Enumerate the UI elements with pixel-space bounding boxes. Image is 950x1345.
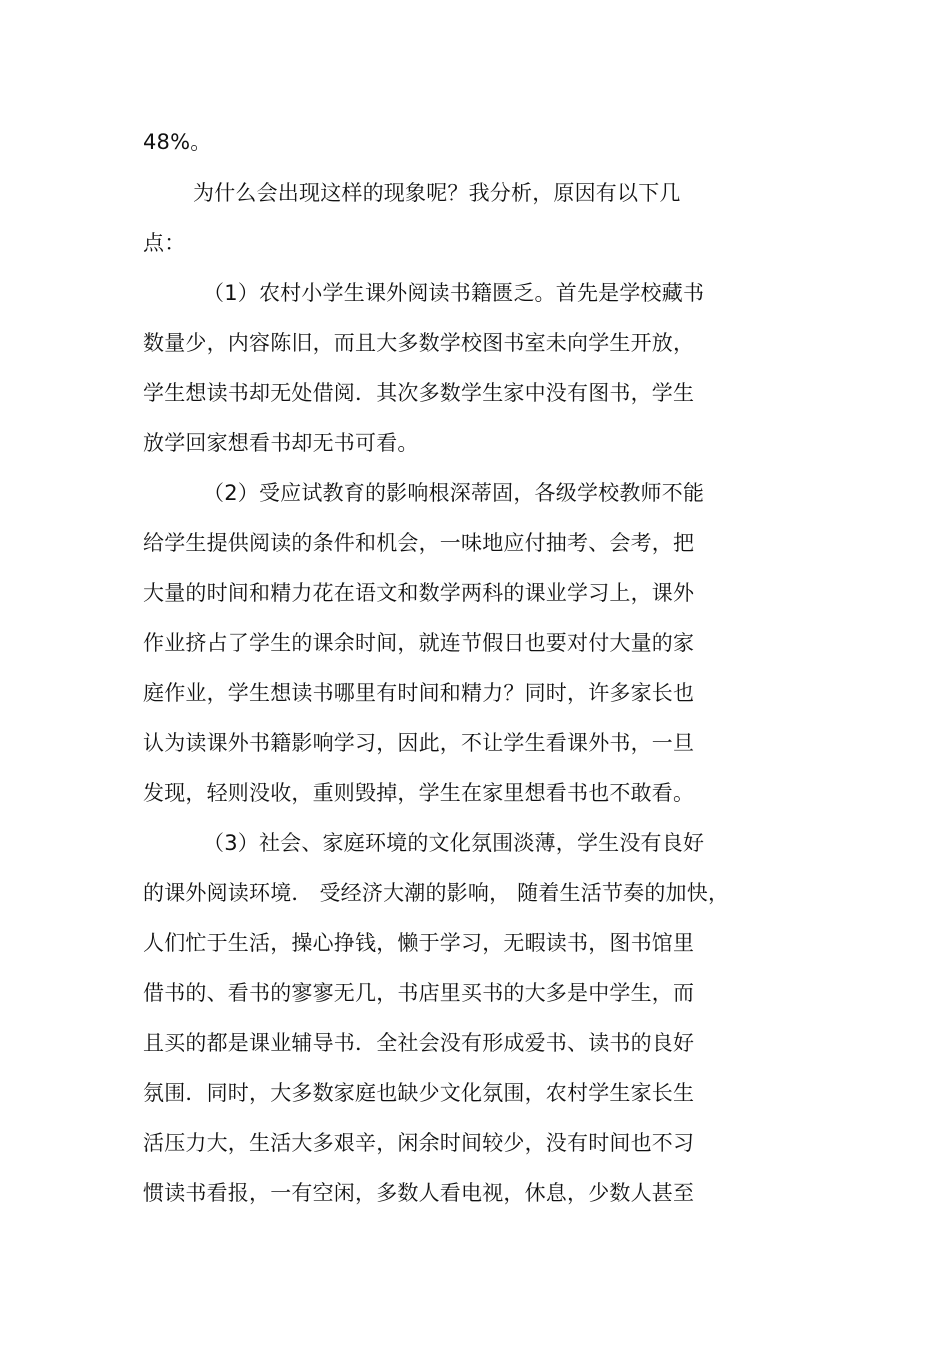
- point-2-line-2: 给学生提供阅读的条件和机会，一味地应付抽考、会考，把: [143, 531, 695, 555]
- text-line-1: 48%。: [143, 130, 212, 154]
- point-3-line-3: 人们忙于生活，操心挣钱，懒于学习，无暇读书，图书馆里: [143, 931, 695, 955]
- point-3-line-7: 活压力大，生活大多艰辛，闲余时间较少，没有时间也不习: [143, 1131, 695, 1155]
- point-3-line-8: 惯读书看报，一有空闲，多数人看电视，休息，少数人甚至: [143, 1181, 695, 1205]
- point-2-line-7: 发现，轻则没收，重则毁掉，学生在家里想看书也不敢看。: [143, 781, 695, 805]
- point-1-line-3: 学生想读书却无处借阅．其次多数学生家中没有图书，学生: [143, 381, 695, 405]
- point-2-line-3: 大量的时间和精力花在语文和数学两科的课业学习上，课外: [143, 581, 695, 605]
- point-3-line-1: （3）社会、家庭环境的文化氛围淡薄，学生没有良好: [203, 831, 705, 855]
- point-3-line-5: 且买的都是课业辅导书．全社会没有形成爱书、读书的良好: [143, 1031, 695, 1055]
- point-2-line-4: 作业挤占了学生的课余时间，就连节假日也要对付大量的家: [143, 631, 695, 655]
- point-3-line-6: 氛围．同时，大多数家庭也缺少文化氛围，农村学生家长生: [143, 1081, 695, 1105]
- paragraph-why-line-2: 点：: [143, 231, 186, 255]
- point-1-line-4: 放学回家想看书却无书可看。: [143, 431, 419, 455]
- point-2-line-6: 认为读课外书籍影响学习，因此，不让学生看课外书，一旦: [143, 731, 695, 755]
- point-3-line-2: 的课外阅读环境． 受经济大潮的影响， 随着生活节奏的加快，: [143, 881, 730, 905]
- point-1-line-1: （1）农村小学生课外阅读书籍匮乏。首先是学校藏书: [203, 281, 705, 305]
- point-2-line-1: （2）受应试教育的影响根深蒂固，各级学校教师不能: [203, 481, 705, 505]
- point-1-line-2: 数量少，内容陈旧，而且大多数学校图书室未向学生开放，: [143, 331, 695, 355]
- point-2-line-5: 庭作业，学生想读书哪里有时间和精力？同时，许多家长也: [143, 681, 695, 705]
- paragraph-why-line-1: 为什么会出现这样的现象呢？我分析，原因有以下几: [193, 181, 681, 205]
- point-3-line-4: 借书的、看书的寥寥无几，书店里买书的大多是中学生，而: [143, 981, 695, 1005]
